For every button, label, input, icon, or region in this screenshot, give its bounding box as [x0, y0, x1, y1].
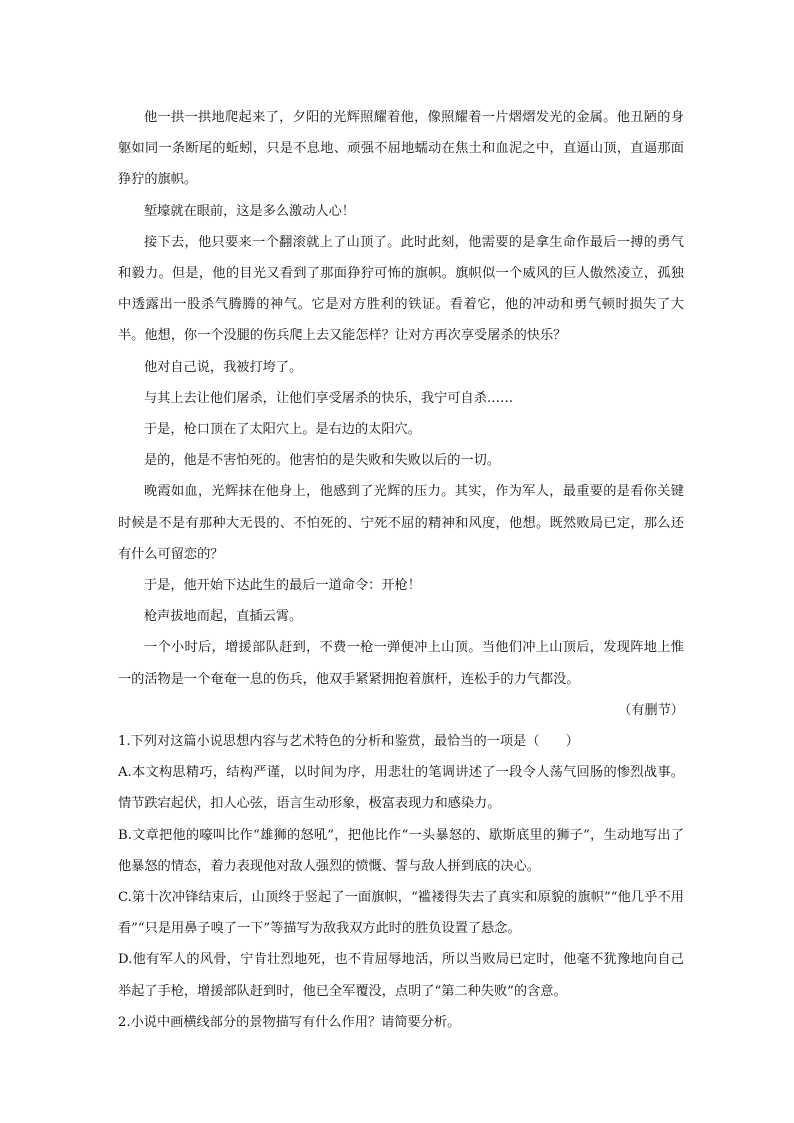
story-paragraph: 与其上去让他们屠杀，让他们享受屠杀的快乐，我宁可自杀…… [144, 390, 514, 406]
story-paragraph: 于是，枪口顶在了太阳穴上。是右边的太阳穴。 [144, 422, 421, 438]
story-paragraph: 接下去，他只要来一个翻滚就上了山顶了。此时此刻，他需要的是拿生命作最后一搏的勇气和毅力。但是，他的目光又看到了那面狰狞可怖的旗帜。旗帜似一个威风的巨人傲然凌立，孤独中透露出一股杀气腾腾的神气。它是对方胜利的铁证。看着它，他的冲动和勇气顿时损失了大半。他想，你一个没腿的伤兵爬上去又能怎样？让对方再次享受屠杀的快乐？ [118, 234, 684, 344]
question-1-stem: 1.下列对这篇小说思想内容与艺术特色的分析和鉴赏，最恰当的一项是（ ） [118, 734, 579, 750]
story-paragraph: 他对自己说，我被打垮了。 [144, 359, 303, 375]
abridged-note: （有删节） [618, 702, 684, 718]
question-1-option-a: A.本文构思精巧，结构严谨，以时间为序，用悲壮的笔调讲述了一段令人荡气回肠的惨烈战事。情节跌宕起伏，扣人心弦，语言生动形象，极富表现力和感染力。 [118, 765, 684, 812]
question-1-option-d: D.他有军人的风骨，宁肯壮烈地死，也不肯屈辱地活，所以当败局已定时，他毫不犹豫地向自己举起了手枪，增援部队赶到时，他已全军覆没，点明了“第二种失败”的含意。 [118, 952, 684, 999]
question-1-option-c: C.第十次冲锋结束后，山顶终于竖起了一面旗帜，“褴褛得失去了真实和原貌的旗帜”“他几乎不用看”“只是用鼻子嗅了一下”等描写为敌我双方此时的胜负设置了悬念。 [118, 890, 684, 937]
story-paragraph: 枪声拔地而起，直插云霄。 [144, 609, 303, 625]
story-paragraph: 于是，他开始下达此生的最后一道命令：开枪！ [144, 578, 421, 594]
story-paragraph: 堑壕就在眼前，这是多么激动人心！ [144, 203, 355, 219]
question-2-stem: 2.小说中画横线部分的景物描写有什么作用？请简要分析。 [118, 1014, 461, 1030]
story-paragraph: 晚霞如血，光辉抹在他身上，他感到了光辉的压力。其实，作为军人，最重要的是看你关键时候是不是有那种大无畏的、不怕死的、宁死不屈的精神和风度，他想。既然败局已定，那么还有什么可留恋的？ [118, 484, 684, 562]
document-body [118, 102, 684, 1038]
question-1-option-b: B.文章把他的嚎叫比作“雄狮的怒吼”，把他比作“一头暴怒的、歇斯底里的狮子”，生动地写出了他暴怒的情态，着力表现他对敌人强烈的愤慨、誓与敌人拼到底的决心。 [118, 827, 684, 874]
story-paragraph: 他一拱一拱地爬起来了，夕阳的光辉照耀着他，像照耀着一片熠熠发光的金属。他丑陋的身躯如同一条断尾的蚯蚓，只是不息地、顽强不屈地蠕动在焦土和血泥之中，直逼山顶，直逼那面狰狞的旗帜。 [118, 110, 684, 188]
story-paragraph: 是的，他是不害怕死的。他害怕的是失败和失败以后的一切。 [144, 453, 501, 469]
story-paragraph: 一个小时后，增援部队赶到，不费一枪一弹便冲上山顶。当他们冲上山顶后，发现阵地上惟一的活物是一个奄奄一息的伤兵，他双手紧紧拥抱着旗杆，连松手的力气都没。 [118, 640, 684, 687]
